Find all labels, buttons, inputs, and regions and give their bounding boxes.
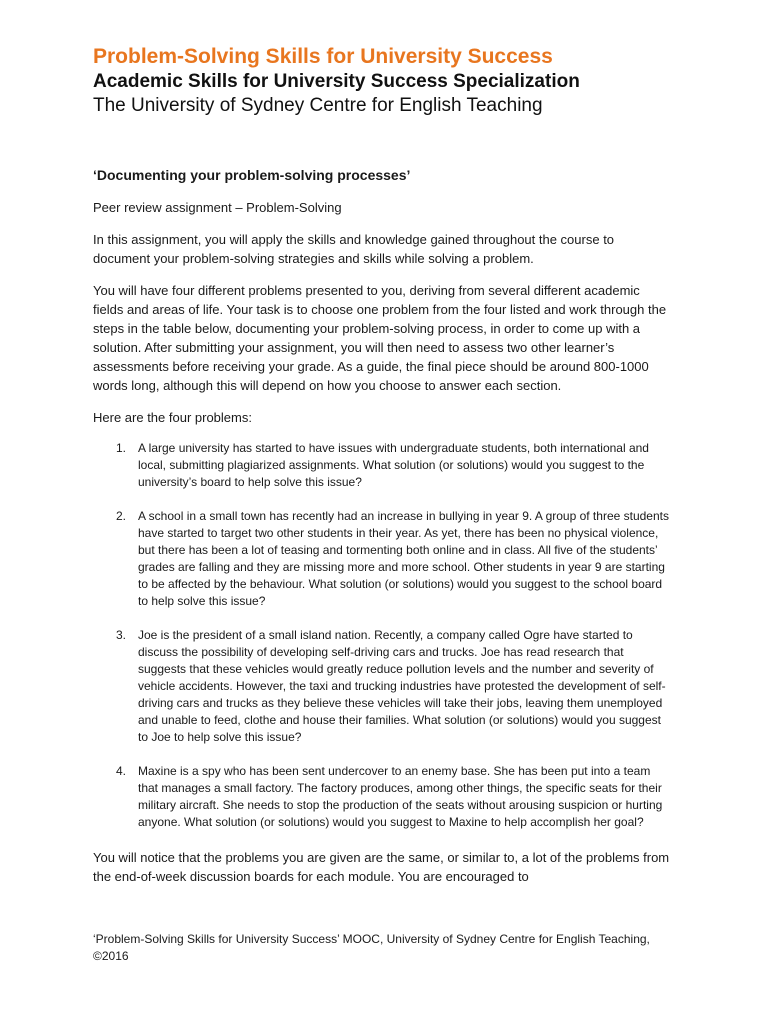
list-item-text: A school in a small town has recently had an increase in bullying in year 9. A group of three students have started to target two other students in their year. As yet, there has been no physical violence, but there has been a lot of teasing and tormenting both online and in class. All five of the students’ grades are falling and they are missing more and more school. Other students in year 9 are starting to be affected by the behaviour. What solution (or solutions) would you suggest to the school board to help solve this issue? <box>138 509 669 608</box>
organization-name: The University of Sydney Centre for English Teaching <box>93 95 543 116</box>
document-body <box>93 166 673 899</box>
closing-paragraph: You will notice that the problems you are given are the same, or similar to, a lot of the problems from the end-of-week discussion boards for each module. You are encouraged to <box>93 850 670 884</box>
problem-list <box>93 440 673 831</box>
list-item-number: 1. <box>116 441 127 455</box>
course-title: Problem-Solving Skills for University Success <box>93 45 553 68</box>
list-item <box>93 763 673 831</box>
list-item-number: 2. <box>116 509 127 523</box>
problems-intro: Here are the four problems: <box>93 410 252 425</box>
page-footer: ‘Problem-Solving Skills for University Success’ MOOC, University of Sydney Centre for English Teaching, ©2016 <box>93 932 650 963</box>
list-item <box>93 627 673 746</box>
document-header <box>93 44 733 118</box>
list-item-text: A large university has started to have issues with undergraduate students, both international and local, submitting plagiarized assignments. What solution (or solutions) would you suggest to the university’s board to help solve this issue? <box>138 441 649 489</box>
intro-paragraph: In this assignment, you will apply the skills and knowledge gained throughout the course to document your problem-solving strategies and skills while solving a problem. <box>93 232 615 266</box>
list-item-number: 3. <box>116 628 127 642</box>
assignment-heading: ‘Documenting your problem-solving processes’ <box>93 167 411 183</box>
list-item <box>93 440 673 491</box>
assignment-type-line: Peer review assignment – Problem-Solving <box>93 200 342 215</box>
specialization-title: Academic Skills for University Success Specialization <box>93 71 580 92</box>
list-item <box>93 508 673 610</box>
list-item-text: Maxine is a spy who has been sent undercover to an enemy base. She has been put into a team that manages a small factory. The factory produces, among other things, the specific seats for their military aircraft. She needs to stop the production of the seats without arousing suspicion or hurting anyone. What solution (or solutions) would you suggest to Maxine to help accomplish her goal? <box>138 764 663 829</box>
list-item-number: 4. <box>116 764 127 778</box>
list-item-text: Joe is the president of a small island nation. Recently, a company called Ogre have started to discuss the possibility of developing self-driving cars and trucks. Joe has read research that suggests that these vehicles would greatly reduce pollution levels and the number and severity of vehicle accidents. However, the taxi and trucking industries have protested the development of self-driving cars and trucks as they believe these vehicles will take their jobs, leaving them unemployed and unable to feed, clothe and house their families. What solution (or solutions) would you suggest to Joe to help solve this issue? <box>138 628 666 744</box>
task-paragraph: You will have four different problems presented to you, deriving from several different academic fields and areas of life. Your task is to choose one problem from the four listed and work through the steps in the table below, documenting your problem-solving process, in order to come up with a solution. After submitting your assignment, you will then need to assess two other learner’s assessments before receiving your grade. As a guide, the final piece should be around 800-1000 words long, although this will depend on how you choose to answer each section. <box>93 283 667 393</box>
